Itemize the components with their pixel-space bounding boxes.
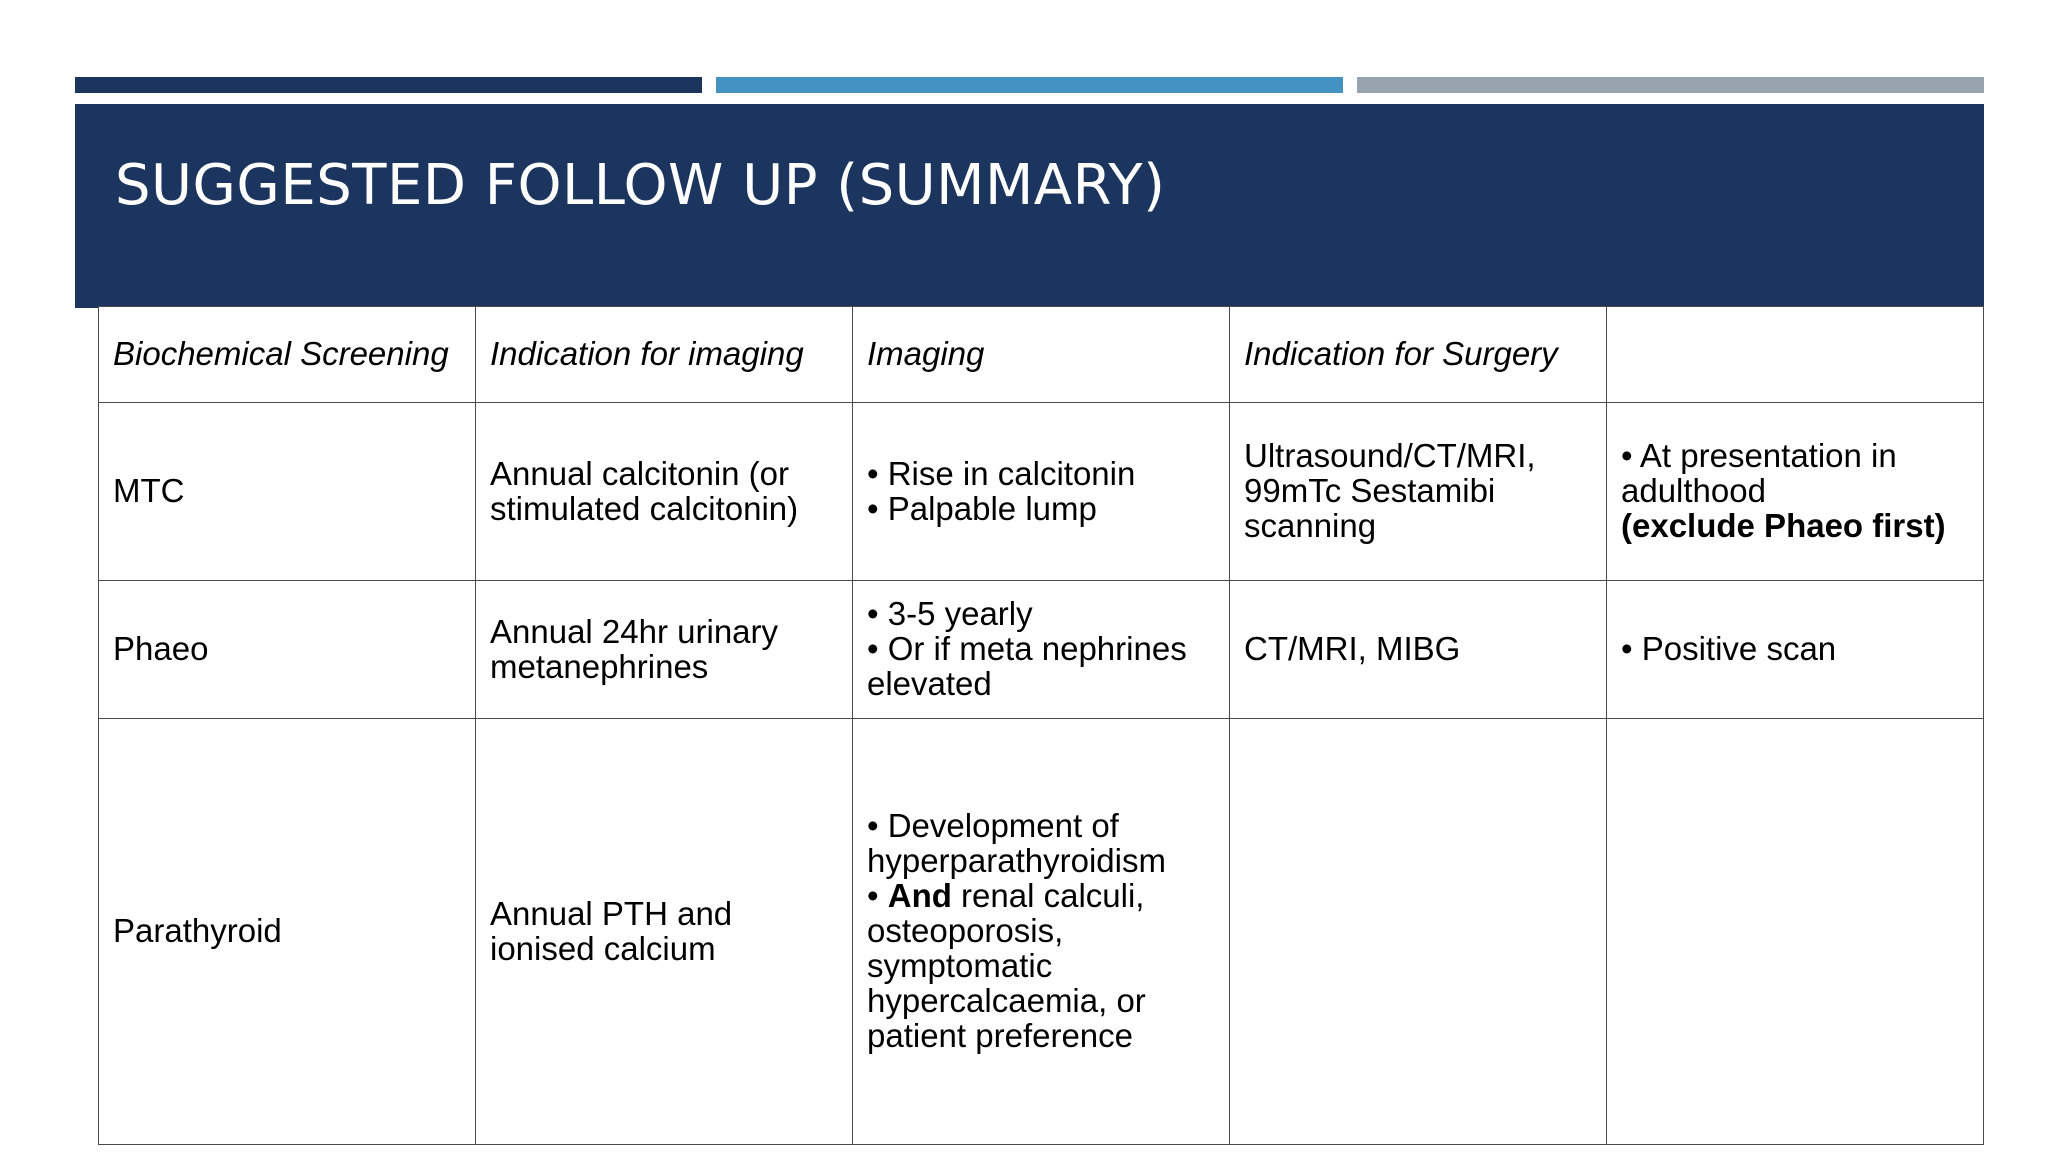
bullet-marker: • [867, 877, 888, 915]
header-indication-for-imaging: Indication for imaging [476, 307, 853, 403]
cell-label-phaeo: Phaeo [99, 581, 476, 719]
cell-label-mtc: MTC [99, 403, 476, 581]
imaging-rest: renal calculi, osteoporosis, symptomatic hypercalcaemia, or patient preference [867, 877, 1146, 1054]
cell-imaging-mtc [853, 403, 1230, 581]
cell-indication-imaging-mtc: Annual calcitonin (or stimulated calcitonin) [476, 403, 853, 581]
cell-col5-mtc [1607, 403, 1984, 581]
table-row-mtc [99, 403, 1984, 581]
cell-indication-surgery-phaeo: CT/MRI, MIBG [1230, 581, 1607, 719]
col5-line: • At presentation in adulthood [1621, 437, 1897, 510]
cell-col5-phaeo: • Positive scan [1607, 581, 1984, 719]
bold-and: And [887, 877, 952, 915]
imaging-bullet: • 3-5 yearly [867, 595, 1033, 633]
cell-indication-surgery-parathyroid [1230, 719, 1607, 1145]
slide-title: SUGGESTED FOLLOW UP (SUMMARY) [115, 153, 1166, 218]
table-header-row [99, 307, 1984, 403]
imaging-bullet: • Rise in calcitonin [867, 454, 1136, 492]
cell-indication-surgery-mtc: Ultrasound/CT/MRI, 99mTc Sestamibi scanning [1230, 403, 1607, 581]
cell-col5-parathyroid [1607, 719, 1984, 1145]
imaging-bullet: • Development of hyperparathyroidism [867, 807, 1166, 880]
cell-imaging-parathyroid [853, 719, 1230, 1145]
header-indication-for-surgery: Indication for Surgery [1230, 307, 1607, 403]
cell-indication-imaging-parathyroid: Annual PTH and ionised calcium [476, 719, 853, 1145]
cell-indication-imaging-phaeo: Annual 24hr urinary metanephrines [476, 581, 853, 719]
header-empty [1607, 307, 1984, 403]
header-biochemical-screening: Biochemical Screening [99, 307, 476, 403]
accent-bar-grey [1357, 77, 1984, 93]
follow-up-summary-table [98, 306, 1984, 1145]
imaging-bullet-complex [867, 879, 1215, 1054]
cell-label-parathyroid: Parathyroid [99, 719, 476, 1145]
title-band [75, 104, 1984, 308]
table-row-phaeo [99, 581, 1984, 719]
header-imaging: Imaging [853, 307, 1230, 403]
col5-bold-note: (exclude Phaeo first) [1621, 506, 1946, 544]
imaging-bullet: • Palpable lump [867, 489, 1097, 527]
imaging-bullet: • Or if meta nephrines elevated [867, 630, 1187, 702]
cell-imaging-phaeo [853, 581, 1230, 719]
accent-bar-light-blue [716, 77, 1343, 93]
table-row-parathyroid [99, 719, 1984, 1145]
accent-bar-dark-blue [75, 77, 702, 93]
